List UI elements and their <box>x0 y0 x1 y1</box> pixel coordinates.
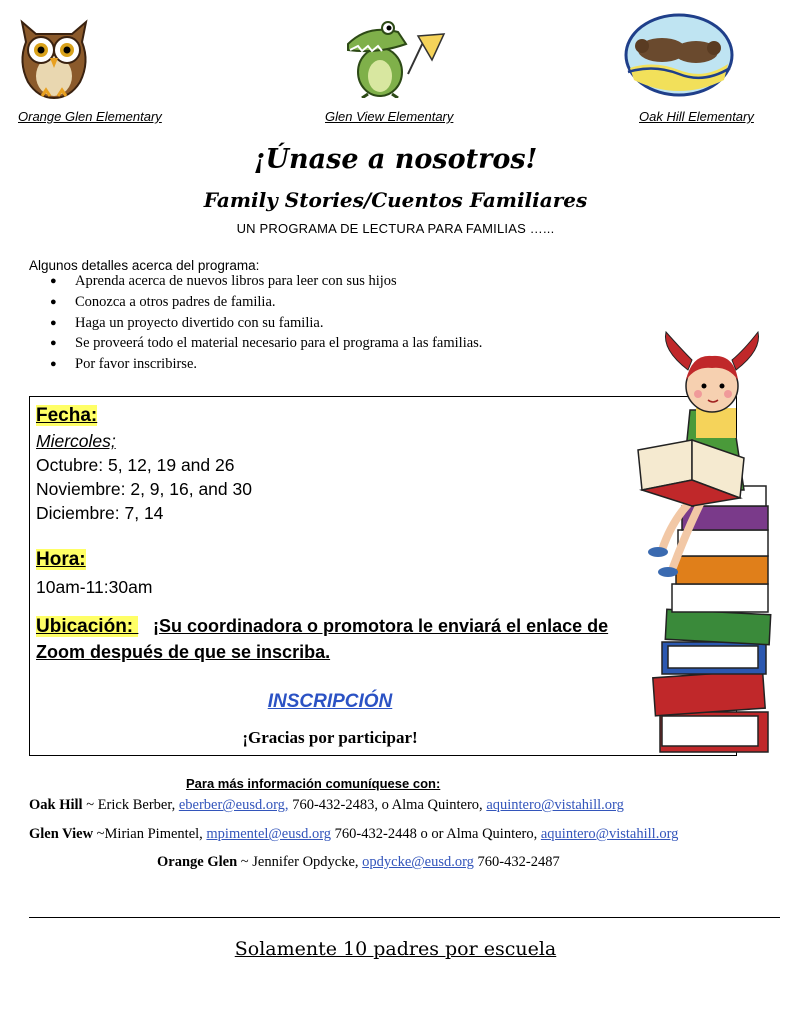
program-subtitle: UN PROGRAMA DE LECTURA PARA FAMILIAS …... <box>236 221 555 236</box>
ubicacion-text: ¡Su coordinadora o promotora le enviará el enlace de Zoom después de que se inscriba. <box>36 616 609 662</box>
email-link[interactable]: mpimentel@eusd.org <box>206 826 332 842</box>
email-link[interactable]: opdycke@eusd.org <box>362 854 474 870</box>
contact-oak-hill <box>29 797 624 814</box>
alligator-icon <box>338 14 448 98</box>
contact-name: ~ Erick Berber, <box>82 797 179 813</box>
contact-phone: 760-432-2483, o Alma Quintero, <box>288 797 487 813</box>
contact-phone: 760-432-2487 <box>473 854 560 870</box>
contact-name: ~ Jennifer Opdycke, <box>237 854 363 870</box>
dates-december: Diciembre: 7, 14 <box>36 503 164 523</box>
contact-orange-glen <box>157 854 560 871</box>
ubicacion-label: Ubicación: <box>36 616 139 637</box>
inscripcion-link[interactable]: INSCRIPCIÓN <box>267 691 393 712</box>
list-item: ● Por favor inscribirse. <box>75 354 482 375</box>
main-title: ¡Únase a nosotros! <box>253 144 538 175</box>
dates-november: Noviembre: 2, 9, 16, and 30 <box>36 479 252 499</box>
reading-girl-illustration <box>632 330 777 758</box>
contact-phone: 760-432-2448 o or Alma Quintero, <box>331 826 541 842</box>
time-value: 10am-11:30am <box>36 577 153 597</box>
ubicacion-block <box>36 613 636 665</box>
list-item: ● Aprenda acerca de nuevos libros para leer con sus hijos <box>75 271 482 292</box>
owl-logo <box>14 12 94 100</box>
list-item: ● Conozca a otros padres de familia. <box>75 292 482 313</box>
school-glen-view: Glen View Elementary <box>325 109 454 124</box>
contact-school: Orange Glen <box>157 854 238 870</box>
gracias-text: ¡Gracias por participar! <box>242 728 418 747</box>
footer-note: Solamente 10 padres por escuela <box>234 938 557 960</box>
day-label: Miercoles; <box>36 431 116 451</box>
hora-label: Hora: <box>36 549 86 570</box>
school-orange-glen: Orange Glen Elementary <box>18 109 162 124</box>
dates-october: Octubre: 5, 12, 19 and 26 <box>36 455 235 475</box>
list-item: ● Se proveerá todo el material necesario para el programa a las familias. <box>75 333 482 354</box>
contact-school: Glen View <box>29 826 94 842</box>
school-oak-hill: Oak Hill Elementary <box>639 109 754 124</box>
otter-logo <box>624 12 734 98</box>
fecha-label: Fecha: <box>36 405 98 426</box>
schedule-box <box>29 396 737 756</box>
email-link[interactable]: eberber@eusd.org, <box>178 797 289 813</box>
otter-icon <box>624 12 734 98</box>
gator-logo <box>338 14 448 98</box>
details-list <box>29 271 482 375</box>
girl-on-books-icon <box>632 330 777 758</box>
email-link[interactable]: aquintero@vistahill.org <box>540 826 679 842</box>
contact-heading: Para más información comuníquese con: <box>186 776 441 791</box>
contact-school: Oak Hill <box>29 797 83 813</box>
program-title: Family Stories/Cuentos Familiares <box>203 188 588 212</box>
contact-glen-view <box>29 826 678 843</box>
list-item: ● Haga un proyecto divertido con su familia. <box>75 313 482 334</box>
divider <box>29 917 780 918</box>
contact-name: ~Mirian Pimentel, <box>93 826 207 842</box>
details-intro: Algunos detalles acerca del programa: <box>29 258 260 273</box>
owl-icon <box>14 12 94 100</box>
email-link[interactable]: aquintero@vistahill.org <box>486 797 624 813</box>
